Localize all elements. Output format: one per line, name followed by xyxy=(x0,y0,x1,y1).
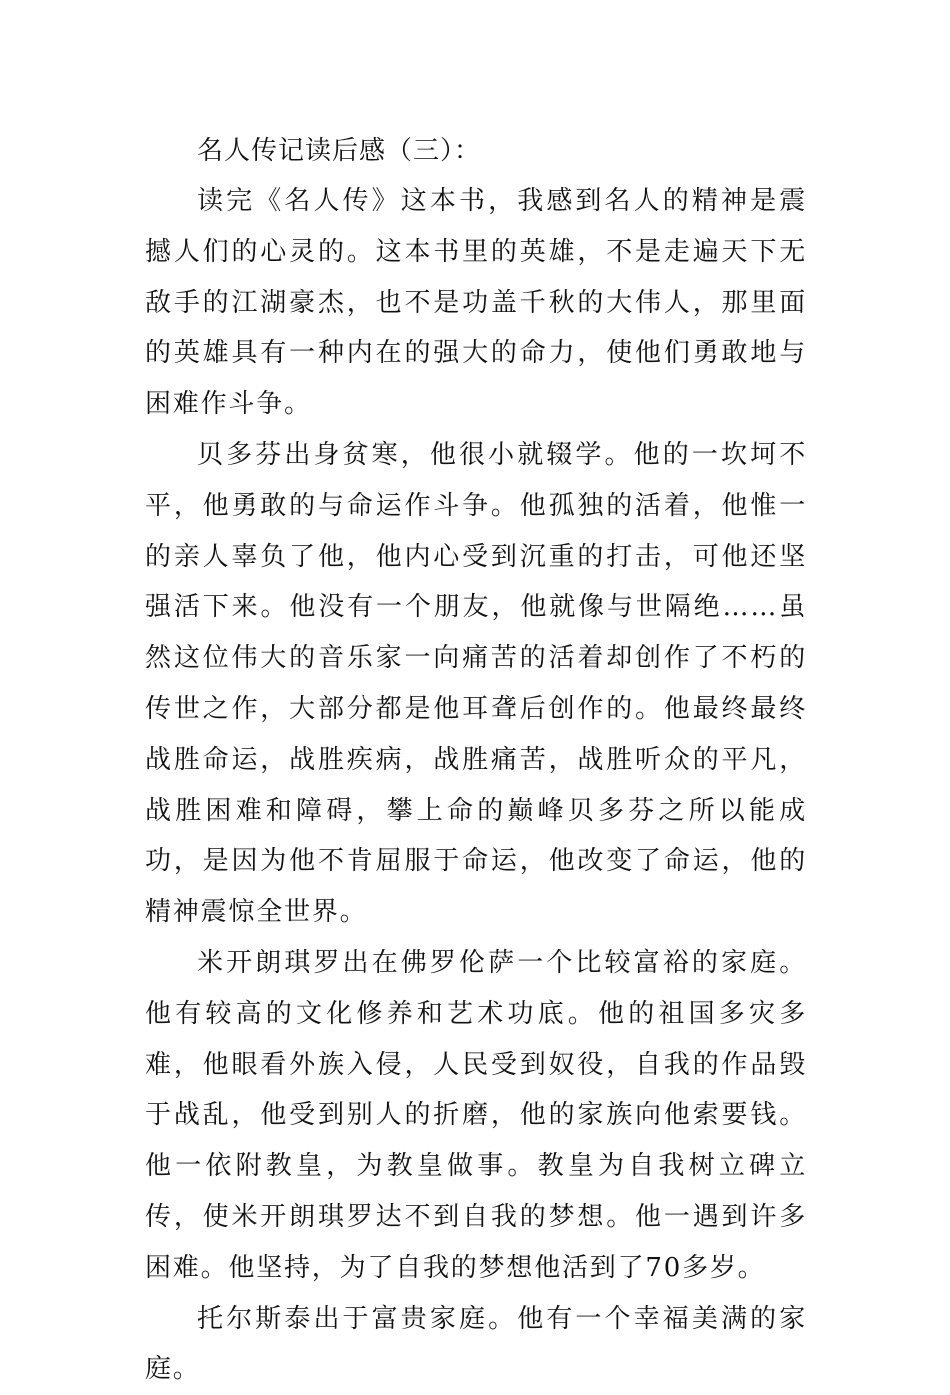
paragraph-michelangelo: 米开朗琪罗出在佛罗伦萨一个比较富裕的家庭。他有较高的文化修养和艺术功底。他的祖国多灾多难，他眼看外族入侵，人民受到奴役，自我的作品毁于战乱，他受到别人的折磨，他的家族向他索要钱。他一依附教皇，为教皇做事。教皇为自我树立碑立传，使米开朗琪罗达不到自我的梦想。他一遇到许多困难。他坚持，为了自我的梦想他活到了70多岁。 xyxy=(145,947,807,1283)
document-page xyxy=(145,126,807,1395)
paragraph-intro: 读完《名人传》这本书，我感到名人的精神是震撼人们的心灵的。这本书里的英雄，不是走遍天下无敌手的江湖豪杰，也不是功盖千秋的大伟人，那里面的英雄具有一种内在的强大的命力，使他们勇敢地与困难作斗争。 xyxy=(145,186,807,420)
paragraph-beethoven: 贝多芬出身贫寒，他很小就辍学。他的一坎坷不平，他勇敢的与命运作斗争。他孤独的活着，他惟一的亲人辜负了他，他内心受到沉重的打击，可他还坚强活下来。他没有一个朋友，他就像与世隔绝……虽然这位伟大的音乐家一向痛苦的活着却创作了不朽的传世之作，大部分都是他耳聋后创作的。他最终最终战胜命运，战胜疾病，战胜痛苦，战胜听众的平凡，战胜困难和障碍，攀上命的巅峰贝多芬之所以能成功，是因为他不肯屈服于命运，他改变了命运，他的精神震惊全世界。 xyxy=(145,439,807,928)
section-heading: 名人传记读后感（三）： xyxy=(197,136,482,166)
paragraph-tolstoy: 托尔斯泰出于富贵家庭。他有一个幸福美满的家庭。 xyxy=(145,1303,807,1385)
